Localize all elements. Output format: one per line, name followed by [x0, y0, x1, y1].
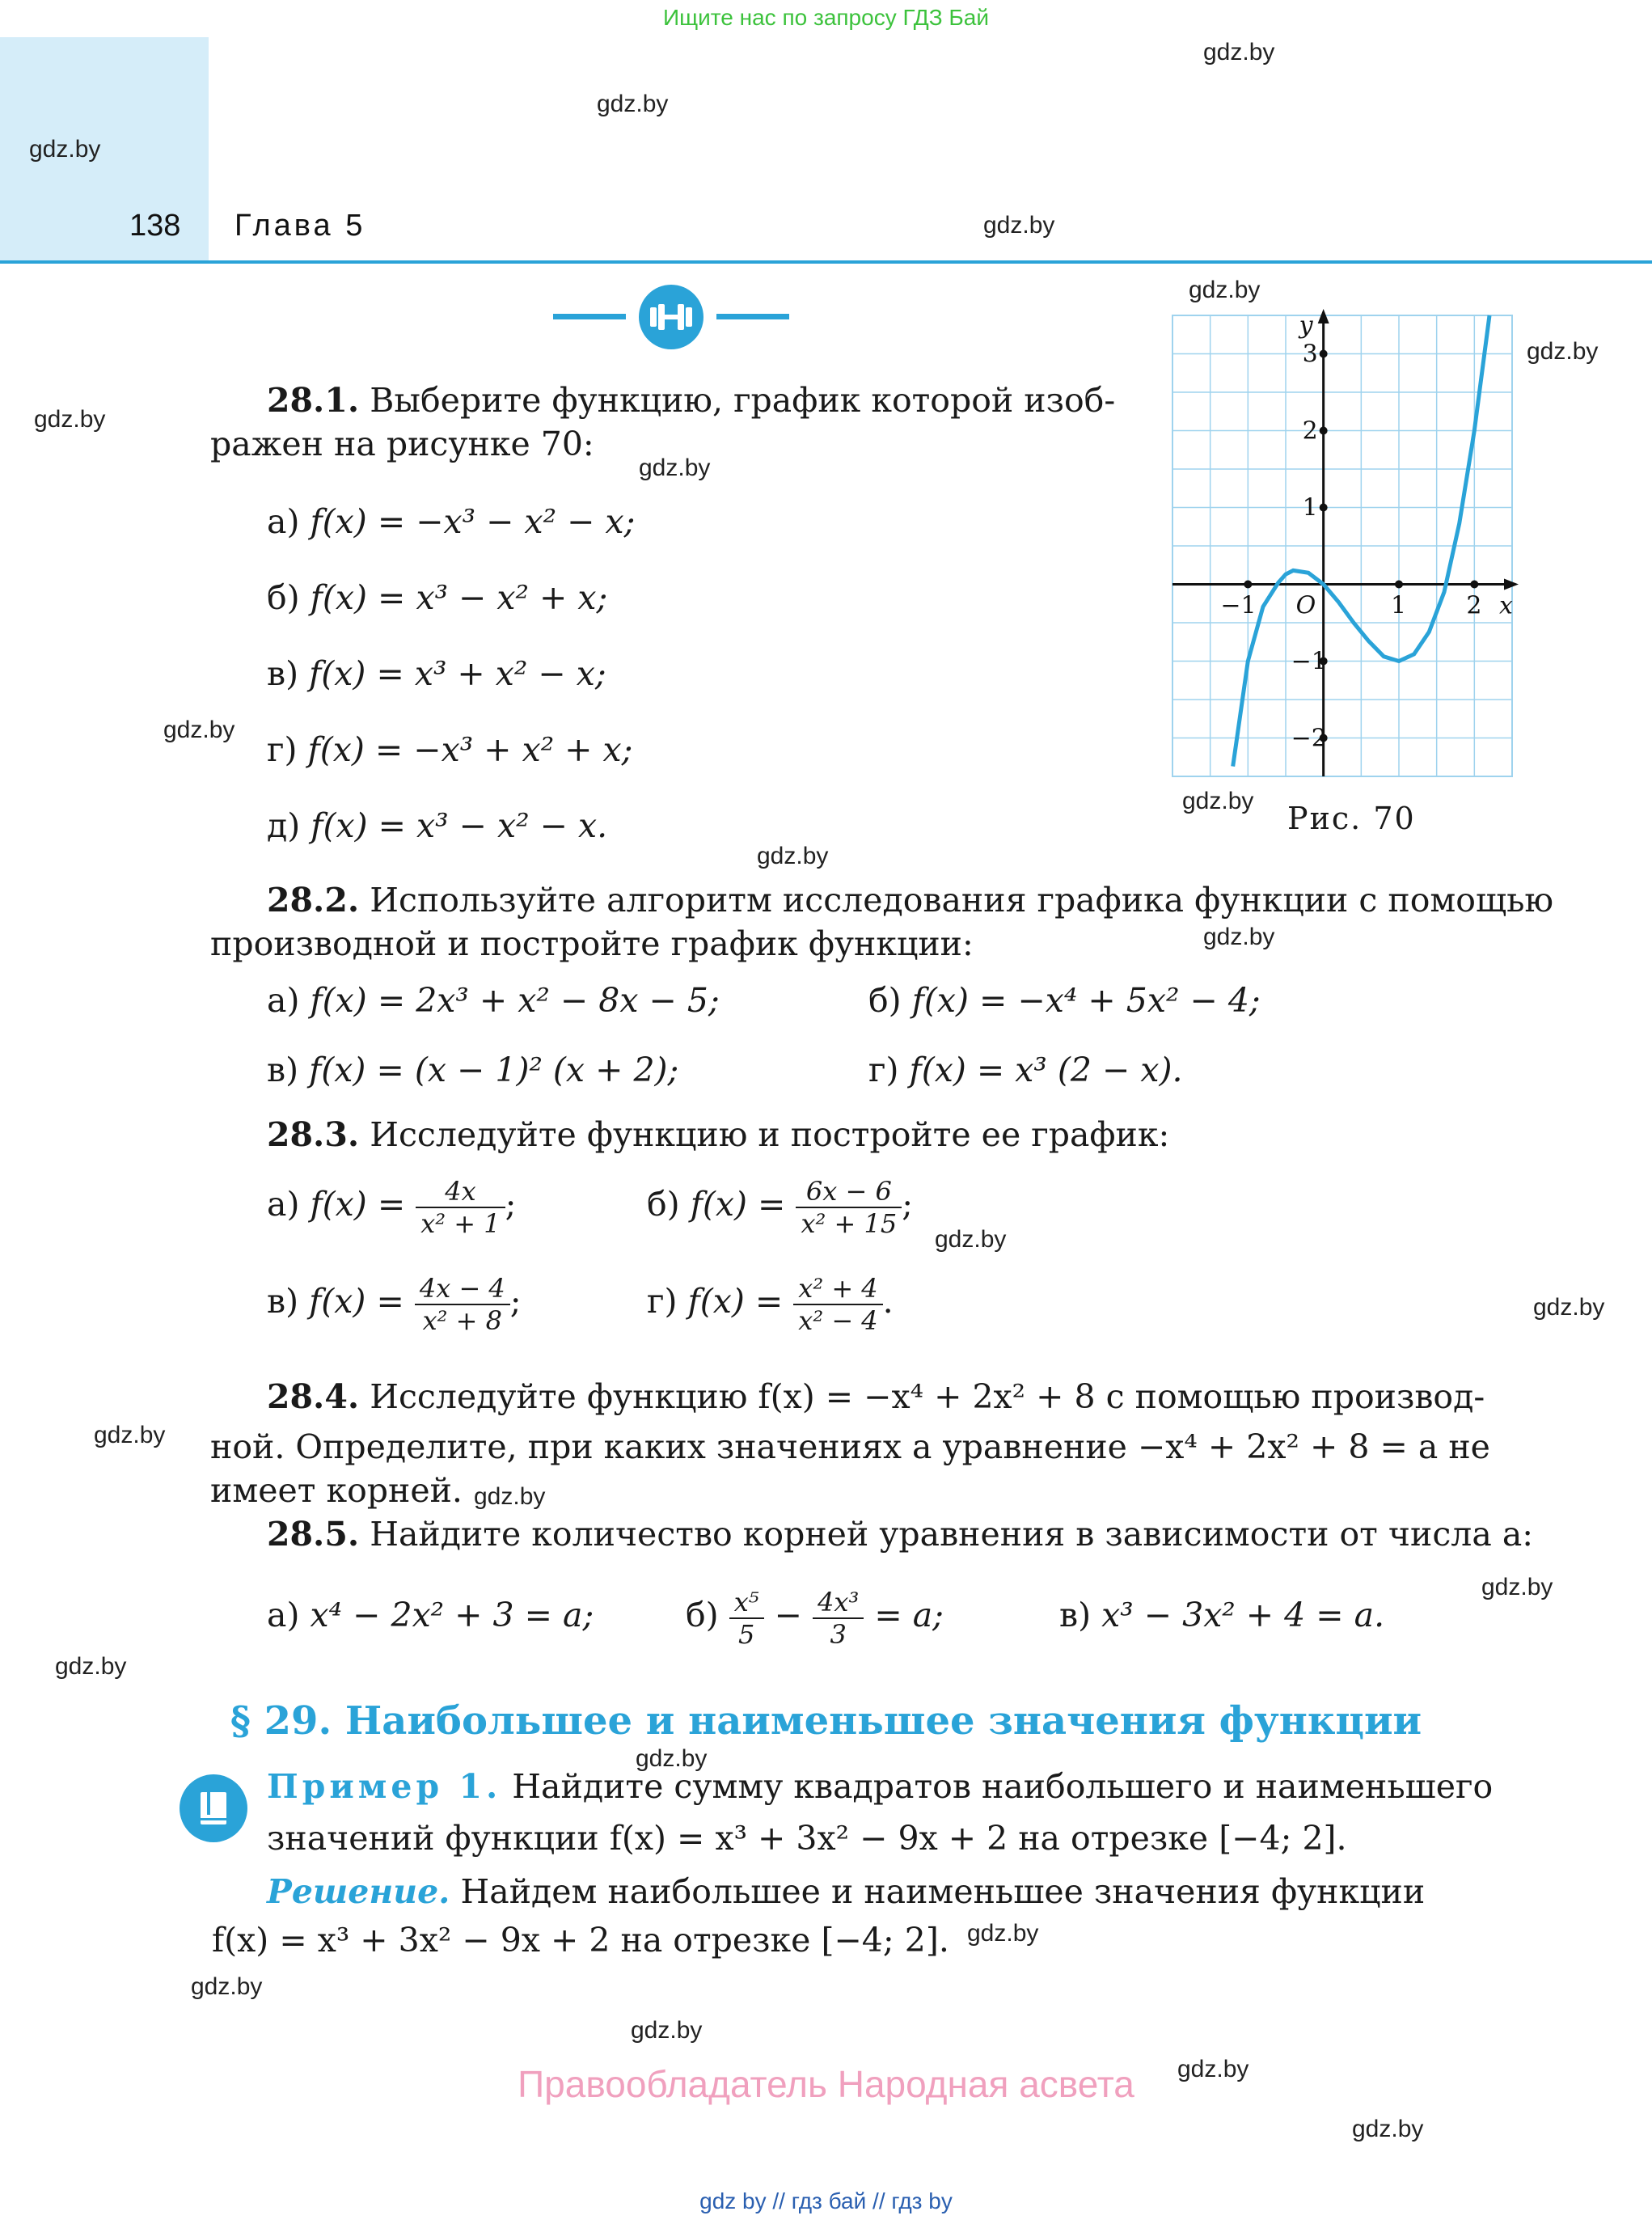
watermark: gdz.by [94, 1422, 166, 1448]
watermark: gdz.by [636, 1745, 708, 1772]
y-tick-label: −2 [1291, 724, 1327, 753]
exercise-28-3-option-c: в) f(x) = $\frac{4x - 4}{\text{x² + 8}}$ ; [267, 1272, 522, 1336]
top-note: Ищите нас по запросу ГДЗ Бай [662, 5, 990, 30]
graph-labels [1220, 311, 1513, 753]
figure-70-graph [1164, 307, 1520, 784]
exercise-28-2-line2: производной и постройте график функции: [210, 924, 974, 963]
exercise-28-2-option-c: в) f(x) = (x − 1)² (x + 2); [267, 1051, 679, 1089]
figure-caption: Рис. 70 [1287, 801, 1416, 836]
section-title: § 29. Наибольшее и наименьшее значения функции [230, 1698, 1422, 1744]
watermark: gdz.by [935, 1226, 1007, 1253]
x-tick-label: 1 [1391, 591, 1407, 620]
separator-line-left [553, 314, 626, 319]
watermark: gdz.by [757, 843, 829, 869]
x-tick-dot [1244, 581, 1252, 589]
exercise-28-1-option-b: б) f(x) = x³ − x² + x; [267, 578, 608, 617]
watermark: gdz.by [639, 455, 711, 481]
watermark: gdz.by [967, 1920, 1039, 1947]
x-axis-label: x [1499, 591, 1513, 620]
exercise-28-3-line: 28.3. Исследуйте функцию и постройте ее график: [267, 1115, 1170, 1154]
chapter-title: Глава 5 [234, 209, 366, 243]
watermark: gdz.by [1533, 1294, 1605, 1321]
exercise-28-1-option-c: в) f(x) = x³ + x² − x; [267, 654, 606, 693]
watermark: gdz.by [55, 1653, 127, 1680]
x-tick-dot [1470, 581, 1478, 589]
exercise-28-4-line3: имеет корней. [210, 1471, 463, 1510]
x-tick-label: 2 [1466, 591, 1482, 620]
exercise-28-5-option-c: в) x³ − 3x² + 4 = a. [1059, 1596, 1385, 1634]
x-tick-label: −1 [1220, 591, 1257, 620]
example-line1: Пример 1. Найдите сумму квадратов наибольшего и наименьшего [267, 1767, 1494, 1806]
watermark: gdz.by [163, 717, 235, 743]
watermark: gdz.by [1182, 788, 1254, 814]
watermark: gdz.by [474, 1483, 546, 1510]
exercise-28-2-option-d: г) f(x) = x³ (2 − x). [868, 1051, 1183, 1089]
watermark: gdz.by [1352, 2116, 1424, 2142]
solution-line2: f(x) = x³ + 3x² − 9x + 2 на отрезке [−4; 2]. [212, 1921, 949, 1960]
watermark: gdz.by [191, 1973, 263, 2000]
exercise-28-5-line: 28.5. Найдите количество корней уравнения в зависимости от числа a: [267, 1515, 1534, 1554]
watermark: gdz.by [1203, 39, 1275, 66]
solution-line1: Решение. Найдем наибольшее и наименьшее значения функции [267, 1872, 1426, 1911]
exercise-28-1-option-d: г) f(x) = −x³ + x² + x; [267, 730, 633, 769]
y-tick-label: 3 [1302, 340, 1318, 369]
exercise-28-2-option-a: а) f(x) = 2x³ + x² − 8x − 5; [267, 981, 720, 1020]
y-tick-dot [1320, 350, 1328, 358]
footer-links: gdz by // гдз бай // гдз by [699, 2188, 953, 2213]
x-tick-dot [1395, 581, 1403, 589]
exercise-28-1-option-e: д) f(x) = x³ − x² − x. [267, 806, 608, 845]
header-divider [0, 260, 1652, 264]
watermark: gdz.by [1481, 1574, 1553, 1600]
separator-line-right [716, 314, 789, 319]
exercise-28-4-line2: ной. Определите, при каких значениях a уравнение −x⁴ + 2x² + 8 = a не [210, 1427, 1490, 1466]
exercise-28-3-option-a: а) f(x) = $\frac{4x}{\text{x² + 1}}$ ; [267, 1175, 517, 1239]
watermark: gdz.by [1177, 2056, 1249, 2082]
book-icon [180, 1774, 247, 1842]
exercise-28-3-option-d: г) f(x) = $\frac{\text{x² + 4}}{\text{x² − 4}}$ . [647, 1272, 894, 1336]
y-tick-label: 2 [1302, 416, 1318, 446]
graph-axes [1172, 309, 1519, 776]
exercise-28-1-option-a: а) f(x) = −x³ − x² − x; [267, 502, 636, 541]
y-tick-dot [1320, 504, 1328, 512]
exercise-28-5-option-b: б) $\frac{\text{x⁵}}{5}$ − $\frac{\text{4x³}}{3}$ = a; [686, 1586, 944, 1650]
y-tick-dot [1320, 427, 1328, 435]
graph-grid [1172, 315, 1512, 776]
exercise-28-1-line2: ражен на рисунке 70: [210, 425, 594, 463]
y-tick-label: 1 [1302, 493, 1318, 522]
exercise-28-5-option-a: а) x⁴ − 2x² + 3 = a; [267, 1596, 594, 1634]
y-tick-label: −1 [1291, 647, 1327, 676]
exercise-28-4-line1: 28.4. Исследуйте функцию f(x) = −x⁴ + 2x² + 8 с помощью производ- [267, 1377, 1485, 1416]
copyright-notice: Правообладатель Народная асвета [518, 2063, 1134, 2105]
exercise-28-3-option-b: б) f(x) = $\frac{6x - 6}{\text{x² + 15}}$ ; [647, 1175, 914, 1239]
dumbbell-icon [639, 285, 703, 349]
watermark: gdz.by [597, 91, 669, 117]
y-axis-label: y [1299, 311, 1313, 340]
page-number: 138 [129, 209, 181, 243]
watermark: gdz.by [1189, 277, 1261, 303]
example-line2: значений функции f(x) = x³ + 3x² − 9x + 2 на отрезке [−4; 2]. [267, 1819, 1347, 1858]
origin-label: O [1295, 591, 1316, 620]
exercise-28-2-option-b: б) f(x) = −x⁴ + 5x² − 4; [868, 981, 1261, 1020]
watermark: gdz.by [983, 212, 1055, 239]
watermark: gdz.by [1203, 924, 1275, 950]
watermark: gdz.by [34, 406, 106, 433]
watermark: gdz.by [631, 2017, 703, 2044]
exercise-28-1-line1: 28.1. Выберите функцию, график которой изоб- [267, 381, 1116, 420]
watermark: gdz.by [29, 136, 101, 163]
watermark: gdz.by [1527, 338, 1599, 365]
exercise-28-2-line1: 28.2. Используйте алгоритм исследования графика функции с помощью [267, 881, 1554, 920]
